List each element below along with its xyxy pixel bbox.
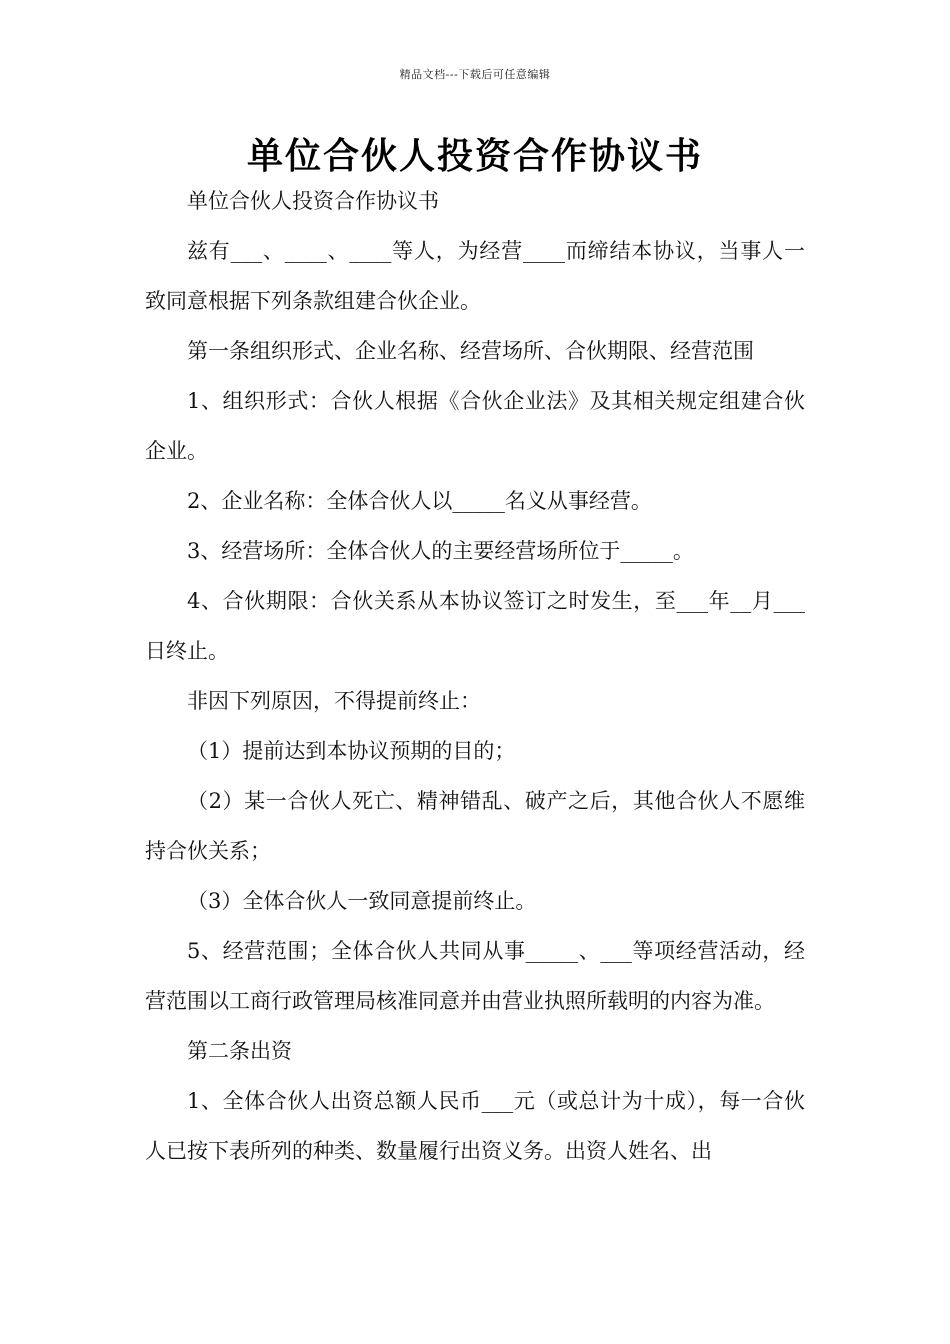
clause-enterprise-name: 2、企业名称：全体合伙人以_____名义从事经营。 bbox=[187, 489, 652, 513]
paragraph-subtitle: 单位合伙人投资合作协议书 bbox=[187, 189, 439, 213]
clause-business-scope: 5、经营范围；全体合伙人共同从事_____、___等项经营活动，经营范围以工商行政管理局核准同意并由营业执照所载明的内容为准。 bbox=[145, 939, 805, 1013]
clause-business-premises: 3、经营场所：全体合伙人的主要经营场所位于_____。 bbox=[187, 539, 694, 563]
article-2-heading: 第二条出资 bbox=[187, 1039, 292, 1063]
clause-partnership-term: 4、合伙期限：合伙关系从本协议签订之时发生，至___年__月___日终止。 bbox=[145, 589, 805, 663]
early-termination-intro: 非因下列原因，不得提前终止： bbox=[187, 689, 481, 713]
article-1-heading: 第一条组织形式、企业名称、经营场所、合伙期限、经营范围 bbox=[187, 339, 754, 363]
termination-reason-2: （2）某一合伙人死亡、精神错乱、破产之后，其他合伙人不愿维持合伙关系； bbox=[145, 789, 805, 863]
clause-organization-form: 1、组织形式：合伙人根据《合伙企业法》及其相关规定组建合伙企业。 bbox=[145, 389, 805, 463]
clause-capital-contribution: 1、全体合伙人出资总额人民币___元（或总计为十成），每一合伙人已按下表所列的种类、数量履行出资义务。出资人姓名、出 bbox=[145, 1089, 805, 1163]
header-note: 精品文档---下载后可任意编辑 bbox=[399, 68, 551, 81]
termination-reason-3: （3）全体合伙人一致同意提前终止。 bbox=[187, 889, 537, 913]
document-title: 单位合伙人投资合作协议书 bbox=[246, 135, 703, 177]
document-body bbox=[145, 176, 805, 1176]
termination-reason-1: （1）提前达到本协议预期的目的； bbox=[187, 739, 516, 763]
paragraph-preamble: 兹有___、____、____等人，为经营____而缔结本协议，当事人一致同意根据下列条款组建合伙企业。 bbox=[145, 239, 805, 313]
